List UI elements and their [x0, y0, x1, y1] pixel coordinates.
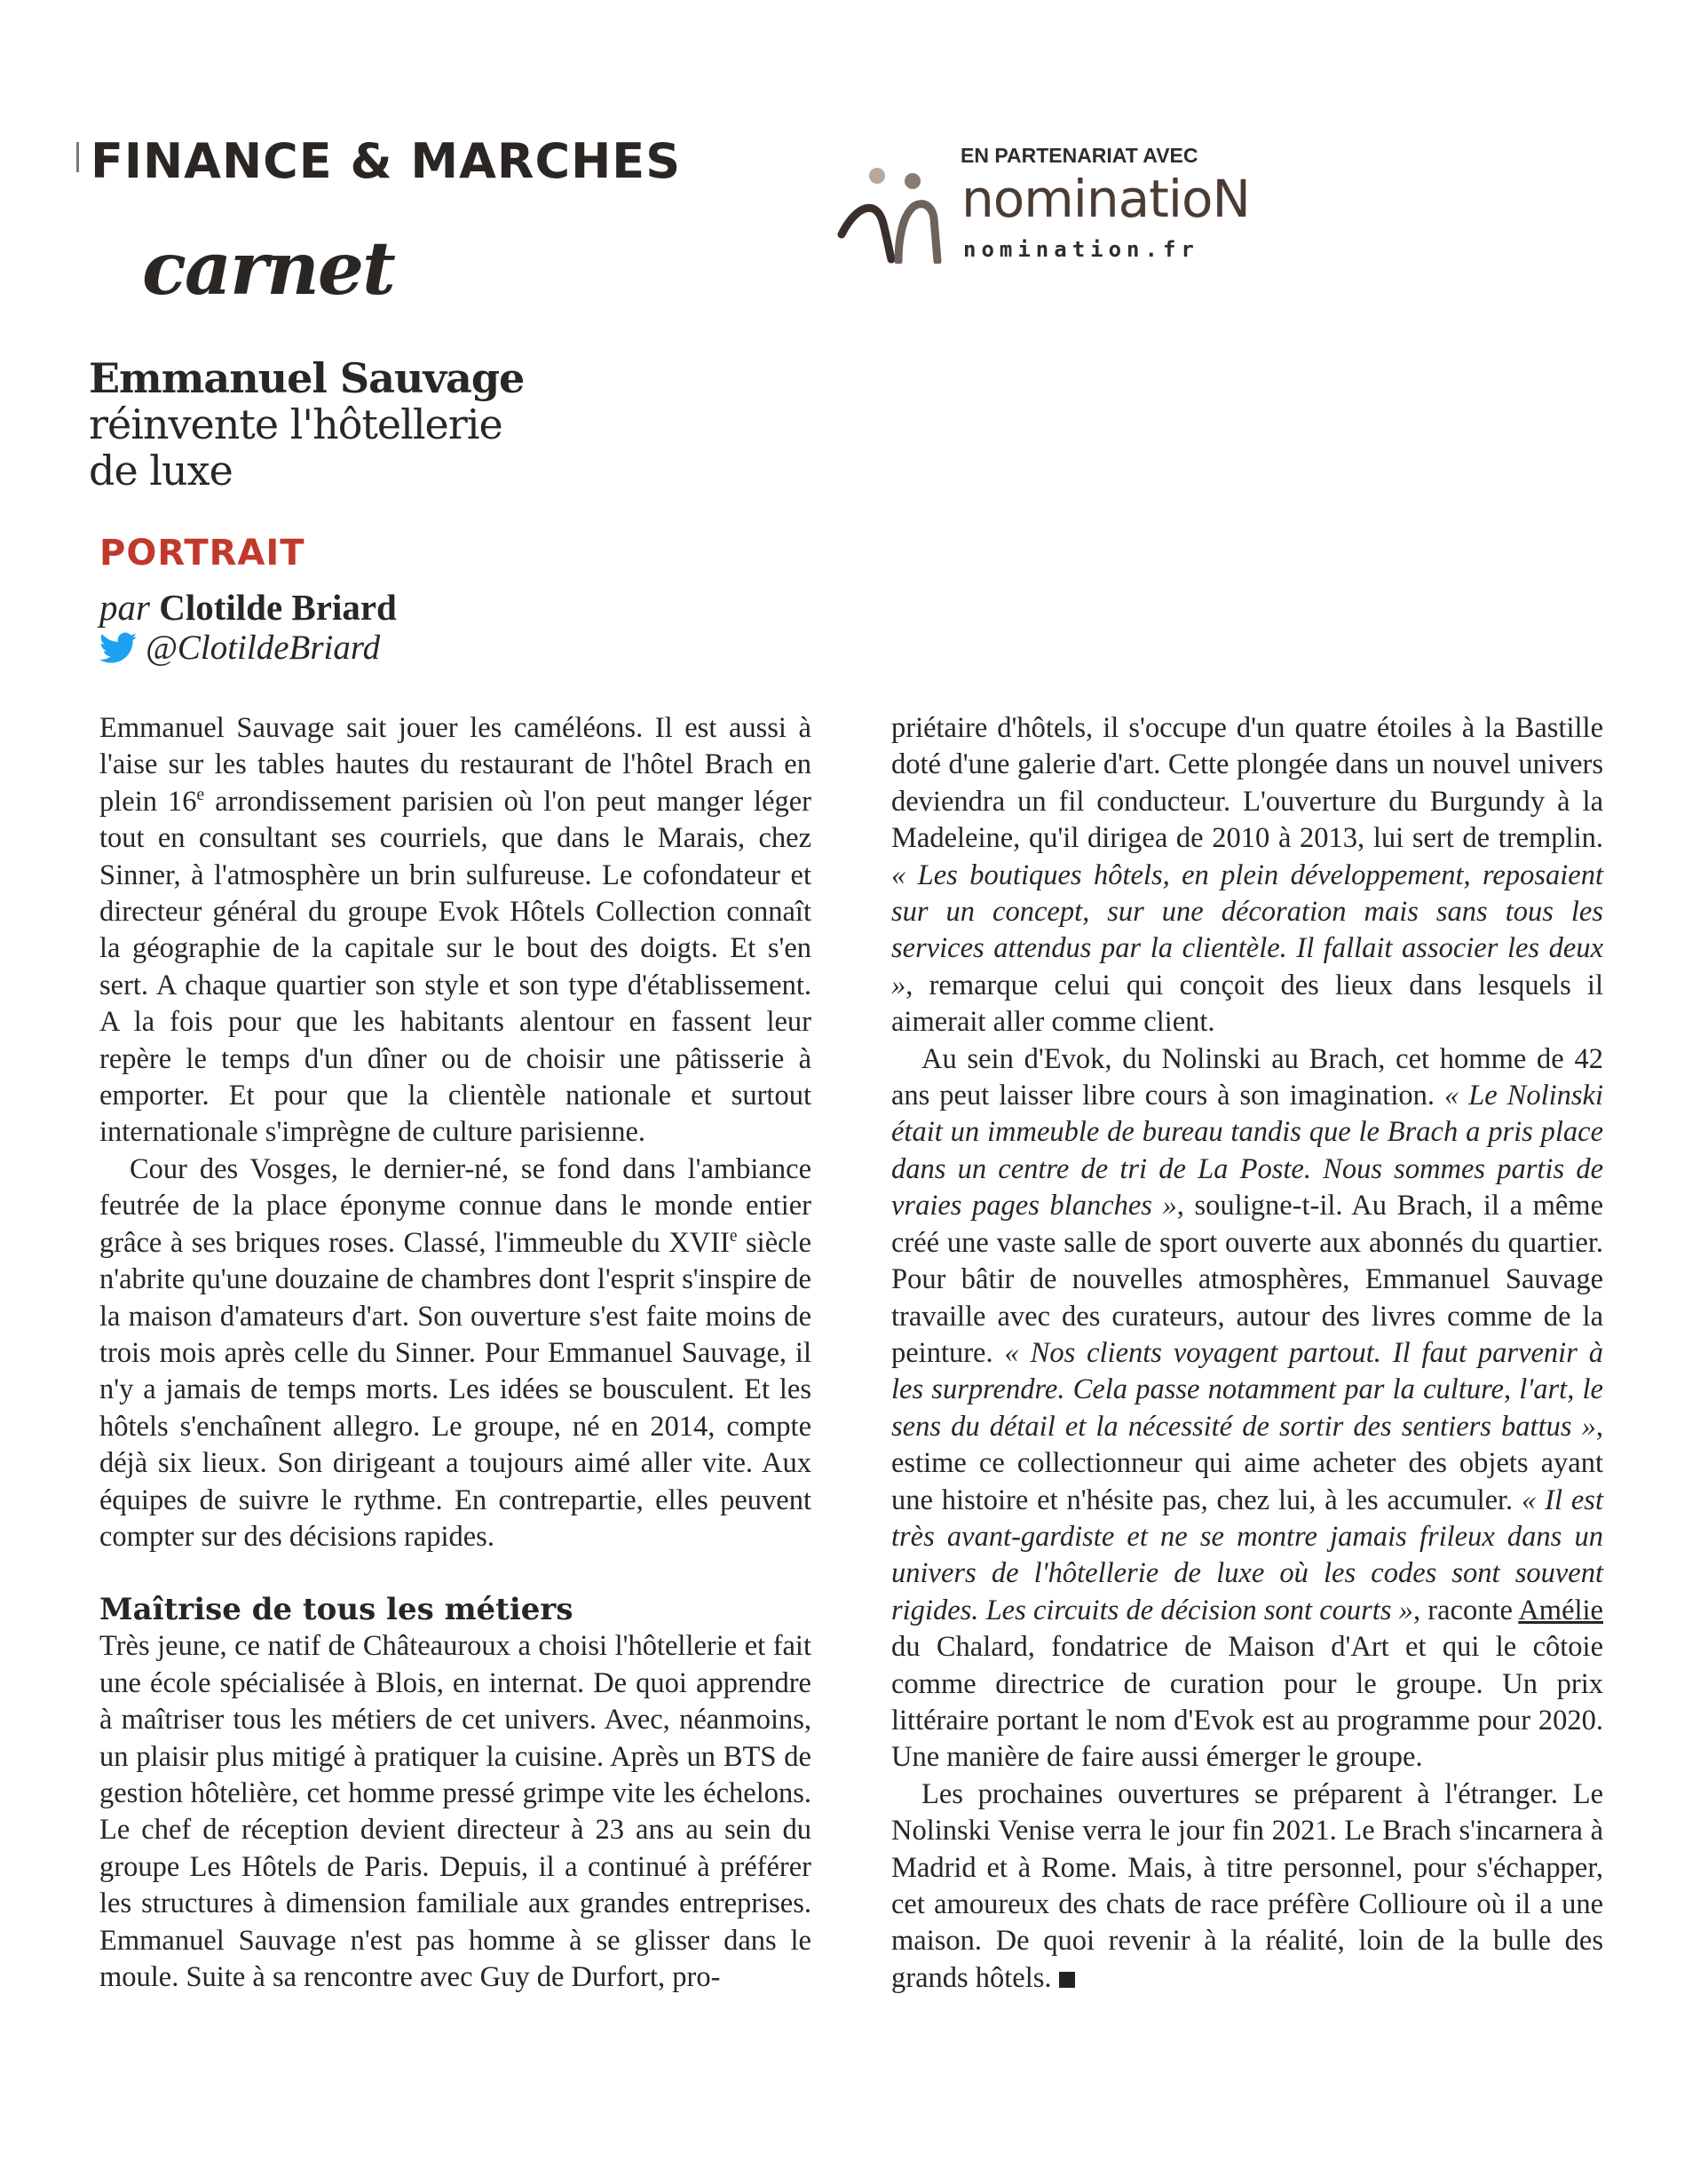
partner-url[interactable]: nomination.fr — [963, 237, 1199, 262]
article-column-right — [891, 710, 1603, 1997]
person-link-amelie[interactable]: Amélie — [1518, 1594, 1603, 1626]
byline-prefix: par — [99, 587, 150, 628]
article-column-left — [99, 710, 811, 1996]
partner-banner[interactable] — [834, 142, 1252, 275]
paragraph-4: priétaire d'hôtels, il s'occupe d'un quatre étoiles à la Bastille doté d'une galerie d'art. Cette plongée dans un nouvel univers deviendra un fil conducteur. L'ouverture du Burgundy à la Madeleine, qu'il dirigea de 2010 à 2013, lui sert de tremplin. « Les boutiques hôtels, en plein développement, reposaient sur un concept, sur une décoration mais sans tous les services attendus par la clientèle. Il fallait associer les deux », remarque celui qui conçoit des lieux dans lesquels il aimerait aller comme client. — [891, 712, 1603, 1039]
paragraph-3: Très jeune, ce natif de Châteauroux a choisi l'hôtellerie et fait une école spécialisée à Blois, en internat. De quoi apprendre à maîtriser tous les métiers de cet univers. Avec, néanmoins, un plaisir plus mitigé à pratiquer la cuisine. Après un BTS de gestion hôtelière, cet homme pressé grimpe vite les échelons. Le chef de réception devient directeur à 23 ans au sein du groupe Les Hôtels de Paris. Depuis, il a continué à préférer les structures à dimension familiale aux grandes entreprises. Emmanuel Sauvage n'est pas homme à se glisser dans le moule. Suite à sa rencontre avec Guy de Durfort, pro- — [99, 1630, 811, 1993]
headline-line-3: de luxe — [89, 447, 233, 495]
paragraph-6: Les prochaines ouvertures se préparent à l'étranger. Le Nolinski Venise verra le jour fin 2021. Le Brach s'incarnera à Madrid et à Rome. Mais, à titre personnel, pour s'échapper, cet amoureux des chats de race préfère Collioure où il a une maison. De quoi revenir à la réalité, loin de la bulle des grands hôtels. — [891, 1777, 1603, 1994]
article-subhead: Maîtrise de tous les métiers — [99, 1592, 573, 1628]
byline-author: Clotilde Briard — [159, 587, 397, 628]
partner-kicker: EN PARTENARIAT AVEC — [961, 144, 1198, 167]
article-kicker: PORTRAIT — [99, 533, 305, 574]
headline-line-2: réinvente l'hôtellerie — [89, 400, 502, 448]
headline-name: Emmanuel Sauvage — [89, 354, 525, 402]
end-of-article-mark — [1059, 1972, 1075, 1988]
section-title: FINANCE & MARCHES — [91, 133, 682, 189]
section-rule — [76, 142, 79, 172]
partner-brand: nominatioN — [961, 169, 1250, 229]
paragraph-1: Emmanuel Sauvage sait jouer les caméléons. Il est aussi à l'aise sur les tables hautes du restaurant de l'hôtel Brach en plein 16e arrondissement parisien où l'on peut manger léger tout en consultant ses courriels, que dans le Marais, chez Sinner, à l'atmosphère un brin sulfureuse. Le cofondateur et directeur général du groupe Evok Hôtels Collection connaît la géographie de la capitale sur le bout des doigts. Et s'en sert. A chaque quartier son style et son type d'établissement. A la fois pour que les habitants alentour en fassent leur repère le temps d'un dîner ou de choisir une pâtisserie à emporter. Et pour que la clientèle nationale et surtout internationale s'imprègne de culture parisienne. — [99, 712, 812, 1149]
article-headline — [89, 355, 524, 494]
twitter-icon — [99, 632, 137, 664]
nomination-logo-icon — [834, 153, 959, 264]
paragraph-2: Cour des Vosges, le dernier-né, se fond dans l'ambiance feutrée de la place éponyme connue dans le monde entier grâce à ses briques roses. Classé, l'immeuble du XVIIe siècle n'abrite qu'une douzaine de chambres dont l'esprit s'inspire de la maison d'amateurs d'art. Son ouverture s'est faite moins de trois mois après celle du Sinner. Pour Emmanuel Sauvage, il n'y a jamais de temps morts. Les idées se bousculent. Et les hôtels s'enchaînent allegro. Le groupe, né en 2014, compte déjà six lieux. Son dirigeant a toujours aimé aller vite. Aux équipes de suivre le rythme. En contrepartie, elles peuvent compter sur des décisions rapides. — [99, 1152, 811, 1553]
author-handle[interactable]: @ClotildeBriard — [146, 629, 381, 667]
author-handle-row[interactable] — [99, 628, 380, 668]
rubric-title: carnet — [142, 226, 394, 312]
byline — [99, 586, 397, 629]
paragraph-5: Au sein d'Evok, du Nolinski au Brach, cet homme de 42 ans peut laisser libre cours à son imagination. « Le Nolinski était un immeuble de bureau tandis que le Brach a pris place dans un centre de tri de La Poste. Nous sommes partis de vraies pages blanches », souligne-t-il. Au Brach, il a même créé une vaste salle de sport ouverte aux abonnés du quartier. Pour bâtir de nouvelles atmosphères, Emmanuel Sauvage travaille avec des curateurs, autour des livres comme de la peinture. « Nos clients voyagent partout. Il faut parvenir à les surprendre. Cela passe notamment par la culture, l'art, le sens du détail et la nécessité de sortir des sentiers battus », estime ce collectionneur qui aime acheter des objets ayant une histoire et n'hésite pas, chez lui, à les accumuler. « Il est très avant-gardiste et ne se montre jamais frileux dans un univers de l'hôtellerie de luxe où les codes sont souvent rigides. Les circuits de décision sont courts », raconte Amélie du Chalard, fondatrice de Maison d'Art et qui le côtoie comme directrice de curation pour le groupe. Un prix littéraire portant le nom d'Evok est au programme pour 2020. Une manière de faire aussi émerger le groupe. — [891, 1042, 1603, 1774]
